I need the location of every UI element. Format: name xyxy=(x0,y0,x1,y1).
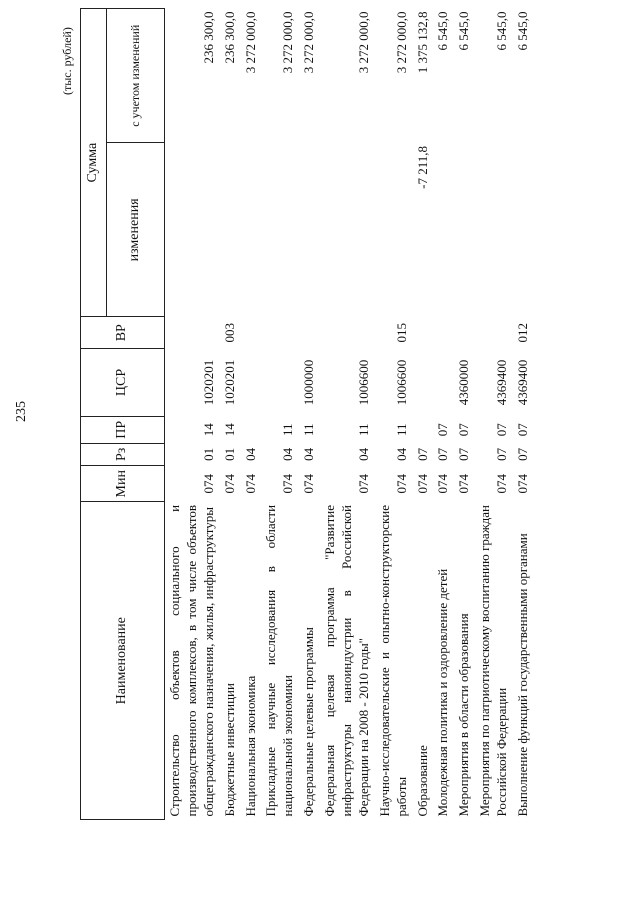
page-number: 235 xyxy=(14,401,29,422)
row-csr: 4369400 xyxy=(515,359,531,406)
row-rz: 07 xyxy=(456,447,472,461)
row-vr: 015 xyxy=(393,322,409,343)
row-total: 6 545,0 xyxy=(515,11,531,51)
row-min: 074 xyxy=(435,474,451,494)
row-change xyxy=(261,143,299,317)
row-pr: 07 xyxy=(435,423,451,437)
row-rz: 01 xyxy=(221,447,237,461)
row-change xyxy=(299,143,320,317)
row-vr xyxy=(475,317,513,349)
row-rz: 07 xyxy=(414,447,430,461)
row-vr xyxy=(165,317,220,349)
row-rz: 07 xyxy=(494,447,510,461)
row-total: 3 272 000,0 xyxy=(301,11,317,74)
row-name: Федеральная целевая программа "Развитие инфраструктуры наноиндустрии в Российской Федерации на 2008 - 2010 годы" xyxy=(322,504,371,817)
table-row xyxy=(433,9,454,820)
table-row xyxy=(475,9,513,820)
row-pr: 11 xyxy=(301,423,317,437)
row-total: 6 545,0 xyxy=(435,11,451,51)
row-total: 6 545,0 xyxy=(456,11,472,51)
row-total: 3 272 000,0 xyxy=(280,11,296,74)
row-csr: 1020201 xyxy=(221,359,237,406)
row-rz: 04 xyxy=(242,447,258,461)
row-pr xyxy=(413,416,434,443)
row-change xyxy=(320,143,375,317)
table-row xyxy=(413,9,434,820)
table-row xyxy=(241,9,262,820)
header-name: Наименование xyxy=(81,502,165,820)
row-name: Мероприятия по патриотическому воспитанию граждан Российской Федерации xyxy=(477,504,510,817)
row-total: 3 272 000,0 xyxy=(242,11,258,74)
row-pr: 07 xyxy=(494,423,510,437)
row-min: 074 xyxy=(242,474,258,494)
row-csr: 1006600 xyxy=(393,359,409,406)
table-row xyxy=(299,9,320,820)
row-change: -7 211,8 xyxy=(414,146,430,189)
row-min: 074 xyxy=(494,474,510,494)
row-min: 074 xyxy=(414,474,430,494)
row-change xyxy=(454,143,475,317)
row-total: 1 375 132,8 xyxy=(414,11,430,74)
row-total: 3 272 000,0 xyxy=(393,11,409,74)
row-change xyxy=(220,143,241,317)
row-pr: 14 xyxy=(200,423,216,437)
row-vr xyxy=(299,317,320,349)
row-total: 236 300,0 xyxy=(221,11,237,64)
row-total: 236 300,0 xyxy=(200,11,216,64)
table-row xyxy=(454,9,475,820)
header-sum: Сумма xyxy=(81,9,107,317)
row-min: 074 xyxy=(355,474,371,494)
row-rz: 01 xyxy=(200,447,216,461)
row-pr xyxy=(241,416,262,443)
row-vr xyxy=(433,317,454,349)
table-row xyxy=(165,9,220,820)
row-name: Строительство объектов социального и производственного комплексов, в том числе объектов общегражданского назначения, жилья, инфраструктуры xyxy=(167,504,216,817)
row-csr: 1000000 xyxy=(301,359,317,406)
budget-table xyxy=(80,8,534,820)
row-pr: 07 xyxy=(515,423,531,437)
row-pr: 14 xyxy=(221,423,237,437)
header-rz: Рз xyxy=(81,443,165,465)
row-name: Бюджетные инвестиции xyxy=(221,683,237,817)
row-vr: 003 xyxy=(221,322,237,343)
row-csr xyxy=(241,349,262,417)
row-pr: 07 xyxy=(456,423,472,437)
row-pr: 11 xyxy=(355,423,371,437)
row-name: Национальная экономика xyxy=(242,675,258,817)
row-vr: 012 xyxy=(515,322,531,343)
row-min: 074 xyxy=(280,474,296,494)
row-vr xyxy=(320,317,375,349)
row-total: 3 272 000,0 xyxy=(355,11,371,74)
row-rz: 04 xyxy=(355,447,371,461)
row-change xyxy=(475,143,513,317)
row-name: Выполнение функций государственными органами xyxy=(515,533,531,817)
row-name: Мероприятия в области образования xyxy=(456,613,472,817)
row-csr xyxy=(261,349,299,417)
row-name: Федеральные целевые программы xyxy=(301,627,317,817)
row-rz: 04 xyxy=(393,447,409,461)
row-csr: 4360000 xyxy=(456,359,472,406)
row-vr xyxy=(261,317,299,349)
row-pr: 11 xyxy=(280,423,296,437)
row-name: Образование xyxy=(414,745,430,817)
header-with-changes: с учетом изменений xyxy=(107,9,165,144)
table-row xyxy=(220,9,241,820)
row-min: 074 xyxy=(393,474,409,494)
header-changes: изменения xyxy=(107,143,165,317)
row-csr xyxy=(433,349,454,417)
row-csr: 1020201 xyxy=(200,359,216,406)
row-csr xyxy=(413,349,434,417)
header-vr: ВР xyxy=(81,317,165,349)
row-rz: 04 xyxy=(280,447,296,461)
row-name: Прикладные научные исследования в области национальной экономики xyxy=(263,504,296,817)
header-pr: ПР xyxy=(81,416,165,443)
row-vr xyxy=(241,317,262,349)
row-change xyxy=(375,143,413,317)
row-csr: 1006600 xyxy=(355,359,371,406)
row-min: 074 xyxy=(221,474,237,494)
table-row xyxy=(375,9,413,820)
row-total: 6 545,0 xyxy=(494,11,510,51)
header-csr: ЦСР xyxy=(81,349,165,417)
row-change xyxy=(513,143,534,317)
row-change xyxy=(165,143,220,317)
row-name: Молодежная политика и оздоровление детей xyxy=(435,568,451,817)
header-min: Мин xyxy=(81,466,165,502)
row-change xyxy=(241,143,262,317)
row-vr xyxy=(454,317,475,349)
row-min: 074 xyxy=(301,474,317,494)
row-csr: 4369400 xyxy=(494,359,510,406)
row-vr xyxy=(413,317,434,349)
row-min: 074 xyxy=(515,474,531,494)
table-row xyxy=(513,9,534,820)
row-rz: 07 xyxy=(515,447,531,461)
row-min: 074 xyxy=(200,474,216,494)
row-min: 074 xyxy=(456,474,472,494)
row-pr: 11 xyxy=(393,423,409,437)
units-note: (тыс. рублей) xyxy=(60,27,74,95)
table-row xyxy=(320,9,375,820)
row-change xyxy=(433,143,454,317)
row-name: Научно-исследовательские и опытно-конструкторские работы xyxy=(376,504,409,817)
table-row xyxy=(261,9,299,820)
row-rz: 07 xyxy=(435,447,451,461)
row-rz: 04 xyxy=(301,447,317,461)
